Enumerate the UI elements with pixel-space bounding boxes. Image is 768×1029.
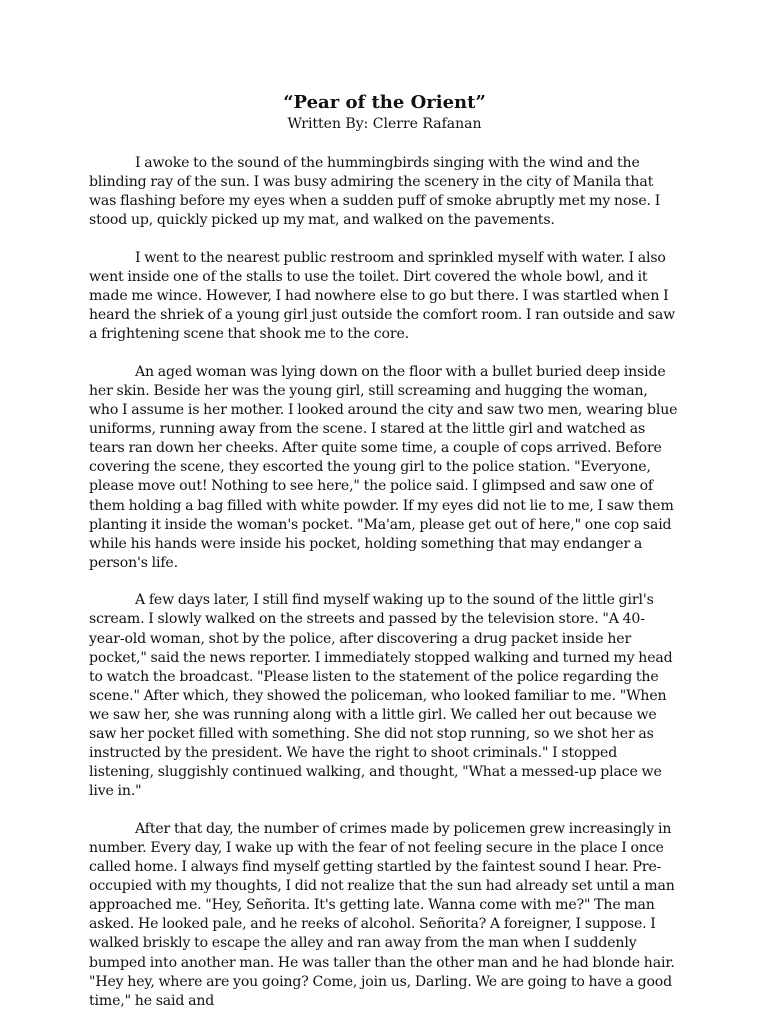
- paragraph: A few days later, I still find myself waking up to the sound of the little girl's scream. I slowly walked on the streets and passed by the television store. "A 40-year-old woman, shot by the police, after discovering a drug packet inside her pocket," said the news reporter. I immediately stopped walking and turned my head to watch the broadcast. "Please listen to the statement of the police regarding the scene." After which, they showed the policeman, who looked familiar to me. "When we saw her, she was running along with a little girl. We called her out because we saw her pocket filled with something. She did not stop running, so we shot her as instructed by the president. We have the right to shoot criminals." I stopped listening, sluggishly continued walking, and thought, "What a messed-up place we live in.": [89, 592, 673, 800]
- paragraph: I went to the nearest public restroom and sprinkled myself with water. I also went inside one of the stalls to use the toilet. Dirt covered the whole bowl, and it made me wince. However, I had nowhere else to go but there. I was startled when I heard the shriek of a young girl just outside the comfort room. I ran outside and saw a frightening scene that shook me to the core.: [89, 249, 675, 343]
- paragraph: I awoke to the sound of the hummingbirds singing with the wind and the blinding ray of the sun. I was busy admiring the scenery in the city of Manila that was flashing before my eyes when a sudden puff of smoke abruptly met my nose. I stood up, quickly picked up my mat, and walked on the pavements.: [89, 155, 661, 229]
- paragraph: After that day, the number of crimes made by policemen grew increasingly in number. Every day, I wake up with the fear of not feeling secure in the place I once called home. I always find myself getting startled by the faintest sound I hear. Pre-occupied with my thoughts, I did not realize that the sun had already set until a man approached me. "Hey, Señorita. It's getting late. Wanna come with me?" The man asked. He looked pale, and he reeks of alcohol. Señorita? A foreigner, I suppose. I walked briskly to escape the alley and ran away from the man when I suddenly bumped into another man. He was taller than the other man and he had blonde hair. "Hey hey, where are you going? Come, join us, Darling. We are going to have a good time," he said and: [89, 820, 675, 1009]
- story-body: [89, 154, 680, 1011]
- paragraph: An aged woman was lying down on the floor with a bullet buried deep inside her skin. Beside her was the young girl, still screaming and hugging the woman, who I assume is her mother. I looked around the city and saw two men, wearing blue uniforms, running away from the scene. I stared at the little girl and watched as tears ran down her cheeks. After quite some time, a couple of cops arrived. Before covering the scene, they escorted the young girl to the police station. "Everyone, please move out! Nothing to see here," the police said. I glimpsed and saw one of them holding a bag filled with white powder. If my eyes did not lie to me, I saw them planting it inside the woman's pocket. "Ma'am, please get out of here," one cop said while his hands were inside his pocket, holding something that may endanger a person's life.: [89, 363, 678, 571]
- document-title: “Pear of the Orient”: [283, 92, 486, 113]
- author-byline: Written By: Clerre Rafanan: [287, 116, 482, 132]
- document-page: [89, 92, 680, 1029]
